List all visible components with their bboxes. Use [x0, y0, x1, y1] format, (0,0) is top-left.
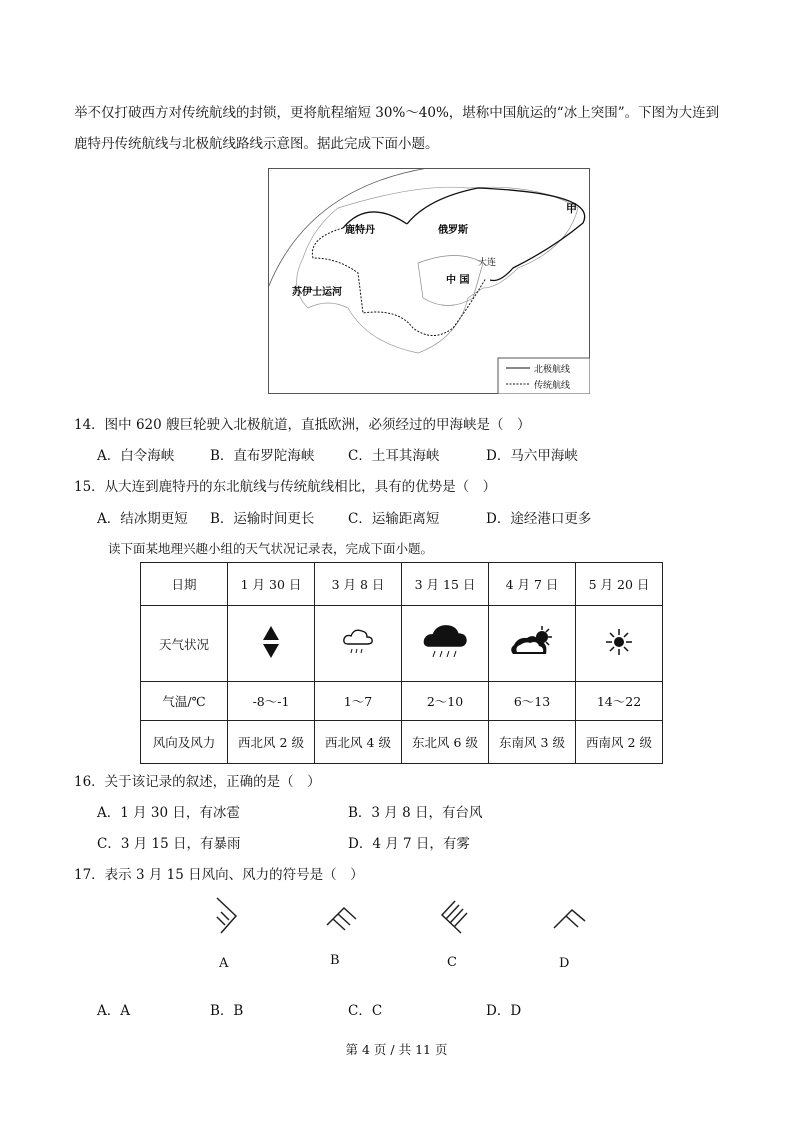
- q16-option-c: C．3 月 15 日，有暴雨: [97, 836, 241, 852]
- table-row-date: [141, 563, 663, 606]
- weather-cell: [315, 606, 402, 682]
- q17-option-a: A．A: [97, 1003, 130, 1019]
- q15-option-b: B．运输时间更长: [210, 511, 315, 527]
- intro-line-2: 鹿特丹传统航线与北极航线路线示意图。据此完成下面小题。: [74, 136, 439, 152]
- date-cell: 3 月 8 日: [315, 563, 402, 606]
- weather-cell: [228, 606, 315, 682]
- temp-cell: 6～13: [489, 682, 576, 721]
- q15-option-c: C．运输距离短: [348, 511, 440, 527]
- q16-option-d: D．4 月 7 日，有雾: [348, 836, 470, 852]
- date-cell: 5 月 20 日: [576, 563, 663, 606]
- wind-cell: 东南风 3 级: [489, 721, 576, 764]
- table-row-weather: [141, 606, 663, 682]
- map-label-suez: 苏伊士运河: [292, 287, 342, 298]
- table-row-wind: [141, 721, 663, 764]
- map-label-dalian: 大连: [478, 258, 497, 268]
- symbol-label-d: D: [559, 956, 570, 971]
- q16-option-a: A．1 月 30 日，有冰雹: [97, 805, 240, 821]
- map-label-jia: 甲: [566, 202, 577, 215]
- q15-stem: 15．从大连到鹿特丹的东北航线与传统航线相比，具有的优势是（ ）: [74, 479, 497, 495]
- partly-cloudy-icon: [508, 624, 556, 660]
- light-rain-icon: [340, 624, 376, 660]
- wind-cell: 东北风 6 级: [402, 721, 489, 764]
- legend-traditional: 传统航线: [534, 381, 571, 391]
- q17-option-d: D．D: [486, 1003, 522, 1019]
- date-cell: 4 月 7 日: [489, 563, 576, 606]
- row-header: 天气状况: [141, 606, 228, 682]
- q14-option-d: D．马六甲海峡: [486, 448, 578, 464]
- q15-option-d: D．途经港口更多: [486, 511, 592, 527]
- sunny-icon: [604, 627, 634, 657]
- symbol-label-a: A: [219, 956, 229, 971]
- row-header: 风向及风力: [141, 721, 228, 764]
- weather-cell: [402, 606, 489, 682]
- map-label-russia: 俄罗斯: [438, 225, 468, 236]
- q16-stem: 16．关于该记录的叙述，正确的是（ ）: [74, 774, 321, 790]
- page-footer: 第 4 页 / 共 11 页: [345, 1042, 448, 1057]
- date-cell: 1 月 30 日: [228, 563, 315, 606]
- symbol-label-b: B: [330, 953, 340, 968]
- symbol-label-c: C: [447, 955, 457, 970]
- q14-stem: 14．图中 620 艘巨轮驶入北极航道，直抵欧洲，必须经过的甲海峡是（ ）: [74, 417, 531, 433]
- q14-option-b: B．直布罗陀海峡: [210, 448, 315, 464]
- temp-cell: -8～-1: [228, 682, 315, 721]
- row-header: 气温/℃: [141, 682, 228, 721]
- wind-cell: 西北风 2 级: [228, 721, 315, 764]
- weather-cell: [576, 606, 663, 682]
- legend-arctic: 北极航线: [534, 365, 571, 375]
- q14-option-a: A．白令海峡: [97, 448, 175, 464]
- hail-icon: [256, 624, 286, 660]
- route-map: [268, 168, 590, 394]
- date-cell: 3 月 15 日: [402, 563, 489, 606]
- temp-cell: 2～10: [402, 682, 489, 721]
- q17-stem: 17．表示 3 月 15 日风向、风力的符号是（ ）: [74, 867, 364, 883]
- map-label-rotterdam: 鹿特丹: [345, 225, 375, 236]
- q16-option-b: B．3 月 8 日，有台风: [348, 805, 483, 821]
- wind-symbol-d: [552, 895, 588, 935]
- wind-cell: 西南风 2 级: [576, 721, 663, 764]
- weather-cell: [489, 606, 576, 682]
- q17-option-c: C．C: [348, 1003, 383, 1019]
- weather-table: [140, 562, 663, 764]
- wind-symbol-a: [214, 895, 244, 935]
- table-row-temp: [141, 682, 663, 721]
- q17-option-b: B．B: [210, 1003, 244, 1019]
- temp-cell: 1～7: [315, 682, 402, 721]
- wind-symbol-c: [437, 895, 469, 935]
- row-header: 日期: [141, 563, 228, 606]
- wind-symbol-b: [324, 895, 360, 935]
- heavy-rain-icon: [422, 622, 468, 662]
- map-label-china: 中 国: [446, 275, 470, 286]
- q15-option-a: A．结冰期更短: [97, 511, 188, 527]
- intro-line-1: 举不仅打破西方对传统航线的封锁，更将航程缩短 30%～40%，堪称中国航运的“冰上突围”。下图为大连到: [74, 105, 720, 121]
- table-intro: 读下面某地理兴趣小组的天气状况记录表，完成下面小题。: [108, 541, 434, 556]
- temp-cell: 14～22: [576, 682, 663, 721]
- wind-cell: 西北风 4 级: [315, 721, 402, 764]
- q14-option-c: C．土耳其海峡: [348, 448, 440, 464]
